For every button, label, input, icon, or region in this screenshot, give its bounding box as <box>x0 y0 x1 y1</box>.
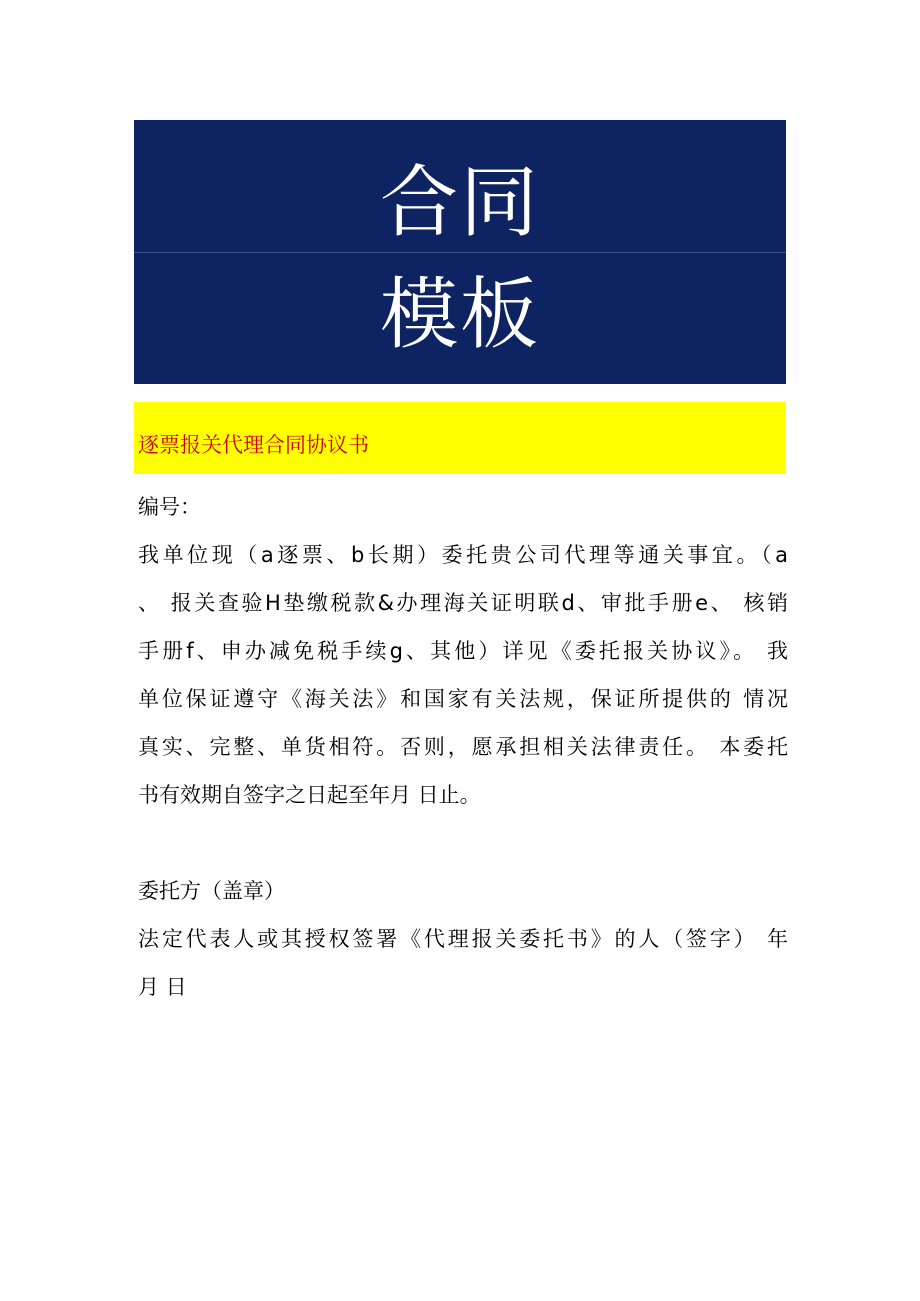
document-title: 逐票报关代理合同协议书 <box>138 433 369 457</box>
paragraph-line-5: 真实、完整、单货相符。否则，愿承担相关法律责任。 本委托 <box>138 735 788 759</box>
date-line: 月 日 <box>138 975 187 999</box>
cover-divider <box>134 252 786 253</box>
paragraph-line-6: 书有效期自签字之日起至年月 日止。 <box>138 783 481 807</box>
paragraph-line-2: 、 报关查验H垫缴税款&办理海关证明联d、审批手册e、 核销 <box>138 591 788 615</box>
paragraph-line-3: 手册f、申办减免税手续g、其他）详见《委托报关协议》。 我 <box>138 639 788 663</box>
cover-title-line-2: 模板 <box>379 270 540 360</box>
paragraph-line-1: 我单位现（a逐票、b长期）委托贵公司代理等通关事宜。（a <box>138 543 788 567</box>
cover-title-line-1: 合同 <box>379 158 540 248</box>
number-label: 编号： <box>138 495 201 519</box>
principal-seal-label: 委托方（盖章） <box>138 879 285 903</box>
paragraph-line-4: 单位保证遵守《海关法》和国家有关法规，保证所提供的 情况 <box>138 687 788 711</box>
signature-line: 法定代表人或其授权签署《代理报关委托书》的人（签字） 年 <box>138 927 788 951</box>
